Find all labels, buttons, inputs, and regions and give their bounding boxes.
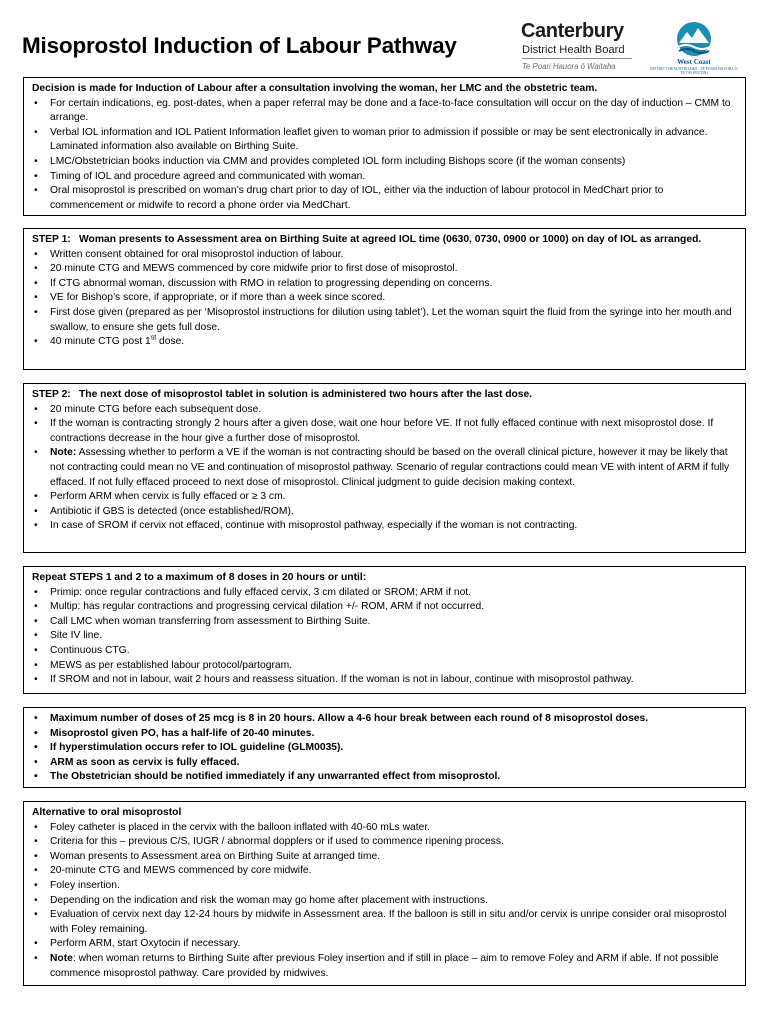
cdhb-logo-subtitle: District Health Board: [522, 44, 625, 56]
list-item: • Woman presents to Assessment area on Birthing Suite at arranged time.: [32, 850, 737, 865]
list-item: • Misoprostol given PO, has a half-life of 20-40 minutes.: [32, 727, 737, 742]
list-item: • Depending on the indication and risk the woman may go home after placement with instructions.: [32, 894, 737, 909]
list-item: • LMC/Obstetrician books induction via CMM and provides completed IOL form including Bishops score (if the woman consents): [32, 155, 737, 170]
cdhb-logo: [518, 20, 638, 74]
west-coast-logo: [648, 20, 740, 78]
ctg-suffix: dose.: [156, 336, 185, 348]
list-item: • If the woman is contracting strongly 2 hours after a given dose, wait one hour before VE. If not fully effaced continue with next misoprostol dose. If contractions decrease in the hour give a further dose of misoprostol.: [32, 417, 737, 446]
list-item: • 20-minute CTG and MEWS commenced by core midwife.: [32, 864, 737, 879]
step2-heading-text: The next dose of misoprostol tablet in solution is administered two hours after the last dose.: [79, 389, 533, 400]
step1-heading: [32, 233, 737, 248]
alternative-heading: Alternative to oral misoprostol: [32, 807, 182, 818]
list-item: • MEWS as per established labour protocol/partogram.: [32, 659, 737, 674]
step2-list: [32, 403, 737, 534]
cdhb-logo-name: Canterbury: [521, 20, 624, 42]
list-item: • Antibiotic if GBS is detected (once established/ROM).: [32, 505, 737, 520]
cdhb-logo-maori: Te Poari Hauora ō Waitaha: [522, 62, 616, 71]
list-item: [32, 952, 737, 981]
decision-list: [32, 97, 737, 214]
west-coast-logo-name: West Coast: [677, 58, 711, 66]
list-item: • Written consent obtained for oral misoprostol induction of labour.: [32, 248, 737, 263]
note-text: Assessing whether to perform a VE if the woman is not contracting should be based on the overall clinical picture, however it may be likely that not contracting could mean no VE and continuation of misoprostol pathway. Scenario of regular contractions could mean VE with intent of ARM if fully effaced. If not fully effaced proceed to next dose of misoprostol. Clinical judgment to guide decision making context.: [50, 447, 730, 488]
page-header: [0, 0, 768, 80]
list-item: [32, 335, 737, 350]
list-item: • Criteria for this – previous C/S, IUGR / abnormal dopplers or if used to commence ripening process.: [32, 835, 737, 850]
step1-list: [32, 248, 737, 350]
list-item: • If hyperstimulation occurs refer to IOL guideline (GLM0035).: [32, 741, 737, 756]
list-item: • 20 minute CTG and MEWS commenced by core midwife prior to first dose of misoprostol.: [32, 262, 737, 277]
dose-limits-list: [32, 712, 737, 785]
repeat-list: [32, 586, 737, 688]
list-item: • If CTG abnormal woman, discussion with RMO in relation to progressing depending on concerns.: [32, 277, 737, 292]
alternative-list: [32, 821, 737, 982]
step1-section: [23, 228, 746, 370]
list-item: • Maximum number of doses of 25 mcg is 8 in 20 hours. Allow a 4-6 hour break between each round of 8 misoprostol doses.: [32, 712, 737, 727]
west-coast-logo-tagline: DISTRICT HEALTH BOARD · TE POARI HAUORA O TE TAI POUTINI: [650, 67, 738, 75]
step2-heading: [32, 388, 737, 403]
list-item: [32, 446, 737, 490]
ordinal-suffix: st: [150, 334, 157, 342]
list-item: • Evaluation of cervix next day 12-24 hours by midwife in Assessment area. If the balloon is still in situ and/or cervix is unripe consider oral misoprostol with Foley remaining.: [32, 908, 737, 937]
page-title: Misoprostol Induction of Labour Pathway: [22, 33, 457, 58]
list-item: • Timing of IOL and procedure agreed and communicated with woman.: [32, 170, 737, 185]
list-item: • Call LMC when woman transferring from assessment to Birthing Suite.: [32, 615, 737, 630]
cdhb-logo-rule: [522, 58, 632, 59]
list-item: • Perform ARM when cervix is fully effaced or ≥ 3 cm.: [32, 490, 737, 505]
step1-label: STEP 1:: [32, 234, 71, 245]
note-label: Note: [50, 952, 73, 964]
decision-section: [23, 77, 746, 216]
list-item: • Oral misoprostol is prescribed on woman’s drug chart prior to day of IOL, either via the induction of labour protocol in MedChart prior to commencement or midwife to record a phone order via MedChart.: [32, 184, 737, 213]
decision-heading: Decision is made for Induction of Labour after a consultation involving the woman, her LMC and the obstetric team.: [32, 83, 598, 94]
list-item: • The Obstetrician should be notified immediately if any unwarranted effect from misoprostol.: [32, 770, 737, 785]
list-item: • Verbal IOL information and IOL Patient Information leaflet given to woman prior to admission if possible or may be sent electronically in advance. Laminated information also available on Birthing Suite.: [32, 126, 737, 155]
list-item: • In case of SROM if cervix not effaced, continue with misoprostol pathway, especially if the woman is not contracting.: [32, 519, 737, 534]
list-item: • 20 minute CTG before each subsequent dose.: [32, 403, 737, 418]
list-item: • Multip: has regular contractions and progressing cervical dilation +/- ROM, ARM if not occurred.: [32, 600, 737, 615]
ctg-prefix: 40 minute CTG post 1: [50, 336, 151, 348]
list-item: • Site IV line.: [32, 629, 737, 644]
list-item: • ARM as soon as cervix is fully effaced.: [32, 756, 737, 771]
note-text: : when woman returns to Birthing Suite after previous Foley insertion and if still in place – aim to remove Foley and ARM if able. If not possible commence misoprostol pathway. Care provided by midwives.: [50, 952, 719, 979]
step2-section: [23, 383, 746, 553]
list-item: • Continuous CTG.: [32, 644, 737, 659]
list-item: • Foley catheter is placed in the cervix with the balloon inflated with 40-60 mLs water.: [32, 821, 737, 836]
list-item: • For certain indications, eg. post-dates, when a paper referral may be done and a face-to-face consultation will occur on the day of induction – CMM to arrange.: [32, 97, 737, 126]
list-item: • First dose given (prepared as per ‘Misoprostol instructions for dilution using tablet’). Let the woman squirt the fluid from the syringe into her mouth and swallow, to ensure she gets full dose.: [32, 306, 737, 335]
list-item: • If SROM and not in labour, wait 2 hours and reassess situation. If the woman is not in labour, continue with misoprostol pathway.: [32, 673, 737, 688]
list-item: • Primip: once regular contractions and fully effaced cervix, 3 cm dilated or SROM; ARM if not.: [32, 586, 737, 601]
list-item: • Foley insertion.: [32, 879, 737, 894]
alternative-section: [23, 801, 746, 986]
step1-heading-text: Woman presents to Assessment area on Birthing Suite at agreed IOL time (0630, 0730, 0900 or 1000) on day of IOL as arranged.: [79, 234, 702, 245]
step2-label: STEP 2:: [32, 389, 71, 400]
list-item: • Perform ARM, start Oxytocin if necessary.: [32, 937, 737, 952]
list-item: • VE for Bishop’s score, if appropriate, or if more than a week since scored.: [32, 291, 737, 306]
mountain-emblem-icon: [648, 20, 740, 58]
note-label: Note:: [50, 447, 77, 459]
dose-limits-section: [23, 707, 746, 788]
repeat-section: [23, 566, 746, 694]
repeat-heading: Repeat STEPS 1 and 2 to a maximum of 8 doses in 20 hours or until:: [32, 572, 367, 583]
